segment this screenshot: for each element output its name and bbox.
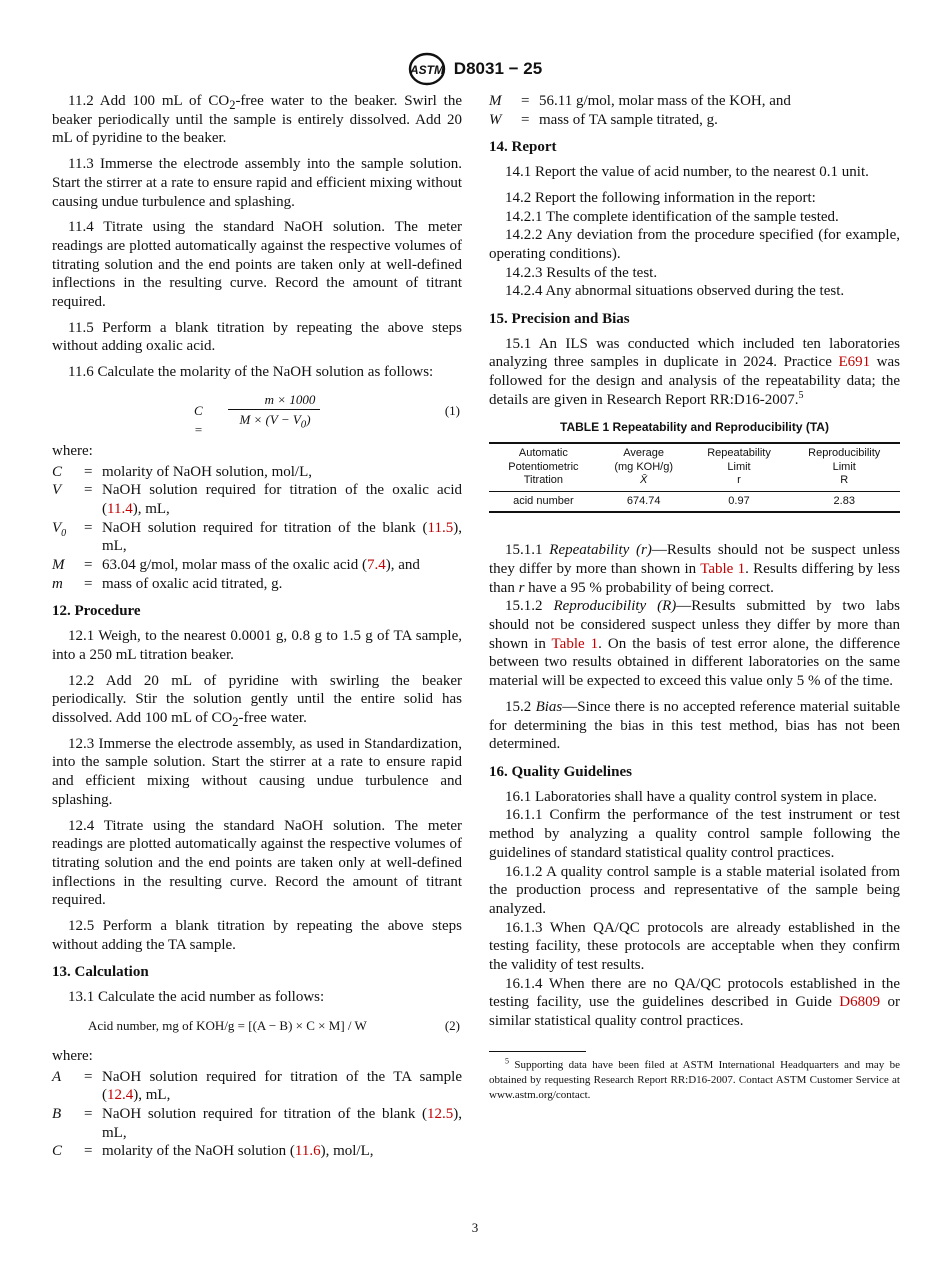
definition-m: m = mass of oxalic acid titrated, g. (52, 575, 283, 592)
table-header-row (489, 443, 900, 491)
link-table-1[interactable]: Table 1 (700, 560, 746, 577)
para-16-1-4: 16.1.4 When there are no QA/QC protocols established in the testing facility, use the guidelines described in Guide D6809 or similar statistical quality control practices. (489, 975, 900, 1030)
table-cell: 2.83 (833, 494, 855, 507)
section-16-heading: 16. Quality Guidelines (489, 763, 632, 780)
definition-C: C = molarity of NaOH solution, mol/L, (52, 463, 312, 480)
eq1-denominator: $M \times (V - V_0)$ (239, 411, 311, 431)
equation-1 (52, 388, 462, 437)
para-14-2-1: 14.2.1 The complete identification of the sample tested. (505, 208, 839, 225)
col-header-reproducibility: Reproducibility Limit R (808, 447, 881, 487)
para-15-1: 15.1 An ILS was conducted which included ten laboratories analyzing three samples in duplicate in 2024. Practice E691 was followed for the design and analysis of the repeatability data; the details are given in Research Report RR:D16-2007.$^5$ (489, 335, 900, 408)
para-16-1-2: 16.1.2 A quality control sample is a stable material isolated from the production process and representative of the sample being analyzed. (489, 863, 900, 917)
definitions-3 (489, 92, 900, 129)
para-12-2: 12.2 Add 20 mL of pyridine with swirling the beaker periodically. Stir the solution gently until the entire solid has dissolved. Add 100 mL of $CO_2$-free water. (52, 672, 462, 729)
para-16-1-3: 16.1.3 When QA/QC protocols are already established in the testing facility, these protocols are acceptable when they confirm the validity of test results. (489, 919, 900, 974)
col-header-repeatability: Repeatability Limit r (707, 447, 771, 487)
para-11-4: 11.4 Titrate using the standard NaOH solution. The meter readings are plotted automatically against the respective volumes of titrating solution and the end points are taken only at well-defined inflections in the resulting curve. Record the amount of titrant required. (52, 219, 462, 311)
para-11-5: 11.5 Perform a blank titration by repeating the above steps without adding oxalic acid. (52, 319, 462, 355)
where-label-1: where: (52, 442, 93, 459)
definition-V: V = NaOH solution required for titration of the oxalic acid (11.4), mL, (52, 482, 462, 517)
para-12-4: 12.4 Titrate using the standard NaOH solution. The meter readings are plotted automatically against the respective volumes of titrating solution and the end points are taken only at well-defined inflections in the resulting curve. Record the amount of titrant required. (52, 817, 462, 909)
table-1-title: TABLE 1 Repeatability and Reproducibility (TA) (560, 419, 829, 434)
link-e691[interactable]: E691 (838, 354, 871, 371)
equation-2 (52, 1013, 462, 1037)
section-12-heading: 12. Procedure (52, 603, 141, 620)
para-14-2-2: 14.2.2 Any deviation from the procedure specified (for example, operating conditions). (489, 227, 900, 262)
para-11-3: 11.3 Immerse the electrode assembly into the sample solution. Start the stirrer at a rate to ensure rapid and efficient mixing without causing undue turbulence and splashing. (52, 156, 462, 210)
definition-B: B = NaOH solution required for titration of the blank (12.5), mL, (52, 1105, 462, 1141)
definitions-2 (52, 1068, 462, 1162)
eq1-fraction-bar (228, 409, 320, 410)
para-14-2-3: 14.2.3 Results of the test. (505, 264, 658, 281)
page-header (0, 52, 950, 86)
footnote-divider (489, 1051, 586, 1052)
definition-W: W = mass of TA sample titrated, g. (489, 111, 718, 128)
link-11-6[interactable]: 11.6 (294, 1143, 321, 1160)
svg-text:ASTM: ASTM (409, 63, 444, 77)
eq1-number: (1) (444, 402, 460, 418)
col-header-average: Average (mg KOH/g) X̄ (614, 447, 673, 487)
table-1 (489, 442, 900, 513)
link-11-5[interactable]: 11.5 (427, 519, 454, 536)
table-cell: 0.97 (728, 494, 750, 507)
page-number: 3 (471, 1220, 479, 1235)
table-cell: 674.74 (626, 494, 661, 507)
right-column (489, 92, 900, 1104)
para-13-1: 13.1 Calculate the acid number as follows: (68, 989, 325, 1006)
table-cell: acid number (513, 494, 574, 507)
astm-logo (408, 52, 446, 86)
footnote-5: $^5$ Supporting data have been filed at ASTM International Headquarters and may be obtained by requesting Research Report RR:D16-2007. Contact ASTM Customer Service at www.astm.org/contact. (489, 1056, 900, 1102)
para-14-2: 14.2 Report the following information in the report: (505, 189, 816, 206)
eq2-number: (2) (444, 1017, 460, 1033)
para-15-1-2: 15.1.2 Reproducibility (R)—Results submitted by two labs should not be considered suspect unless they differ by more than shown in Table 1. On the basis of test error alone, the difference between two results obtained in different laboratories on the same material will be expected to exceed this value only 5 % of the time. (489, 598, 900, 690)
eq1-lhs: C = (194, 402, 203, 437)
para-12-5: 12.5 Perform a blank titration by repeating the above steps without adding the TA sample. (52, 918, 462, 953)
eq2-body: Acid number, mg of KOH/g = [(A − B) × C × M] / W (88, 1017, 367, 1033)
col-header-titration: Automatic Potentiometric Titration (508, 447, 579, 487)
para-11-2: 11.2 Add 100 mL of $CO_2$-free water to the beaker. Swirl the beaker periodically until the sample is entirely dissolved. Add 20 mL of pyridine to the beaker. (52, 93, 463, 147)
para-14-2-4: 14.2.4 Any abnormal situations observed during the test. (505, 283, 845, 300)
link-12-5[interactable]: 12.5 (427, 1105, 454, 1122)
definition-C2: C = molarity of the NaOH solution (11.6), mol/L, (52, 1143, 374, 1160)
left-column (52, 92, 462, 1169)
definition-V0: $V_0$ = NaOH solution required for titration of the blank (11.5), mL, (52, 519, 462, 555)
definitions-1 (52, 463, 462, 594)
link-7-4[interactable]: 7.4 (366, 557, 386, 574)
link-d6809[interactable]: D6809 (839, 994, 881, 1011)
link-11-4[interactable]: 11.4 (107, 500, 133, 517)
where-label-2: where: (52, 1047, 93, 1064)
para-15-2: 15.2 Bias—Since there is no accepted reference material suitable for determining the bias in this test method, bias has not been determined. (489, 698, 900, 753)
definition-M-koh: M = 56.11 g/mol, molar mass of the KOH, and (489, 93, 791, 109)
para-16-1-1: 16.1.1 Confirm the performance of the test instrument or test method by analyzing a quality control sample following the guidelines of standard statistical quality control practices. (489, 807, 900, 861)
link-12-4[interactable]: 12.4 (107, 1087, 134, 1104)
para-11-6: 11.6 Calculate the molarity of the NaOH solution as follows: (68, 364, 434, 381)
definition-A: A = NaOH solution required for titration of the TA sample (12.4), mL, (52, 1068, 462, 1104)
para-15-1-1: 15.1.1 Repeatability (r)—Results should not be suspect unless they differ by more than shown in Table 1. Results differing by less than r have a 95 % probability of being correct. (489, 542, 900, 596)
para-12-1: 12.1 Weigh, to the nearest 0.0001 g, 0.8 g to 1.5 g of TA sample, into a 250 mL titration beaker. (52, 628, 462, 663)
link-table-1[interactable]: Table 1 (551, 635, 599, 652)
table-row (489, 491, 900, 512)
document-id: D8031 − 25 (453, 59, 543, 78)
para-12-3: 12.3 Immerse the electrode assembly, as used in Standardization, into the sample solution. Start the stirrer at a rate to ensure rapid and efficient mixing without causing undue turbulence and splashing. (52, 735, 462, 808)
para-14-1: 14.1 Report the value of acid number, to the nearest 0.1 unit. (505, 164, 869, 181)
section-14-heading: 14. Report (489, 139, 557, 156)
definition-M: M = 63.04 g/mol, molar mass of the oxalic acid (7.4), and (52, 557, 420, 574)
section-15-heading: 15. Precision and Bias (489, 311, 630, 328)
eq1-numerator: m × 1000 (264, 391, 316, 407)
section-13-heading: 13. Calculation (52, 964, 149, 981)
para-16-1: 16.1 Laboratories shall have a quality control system in place. (505, 788, 877, 805)
